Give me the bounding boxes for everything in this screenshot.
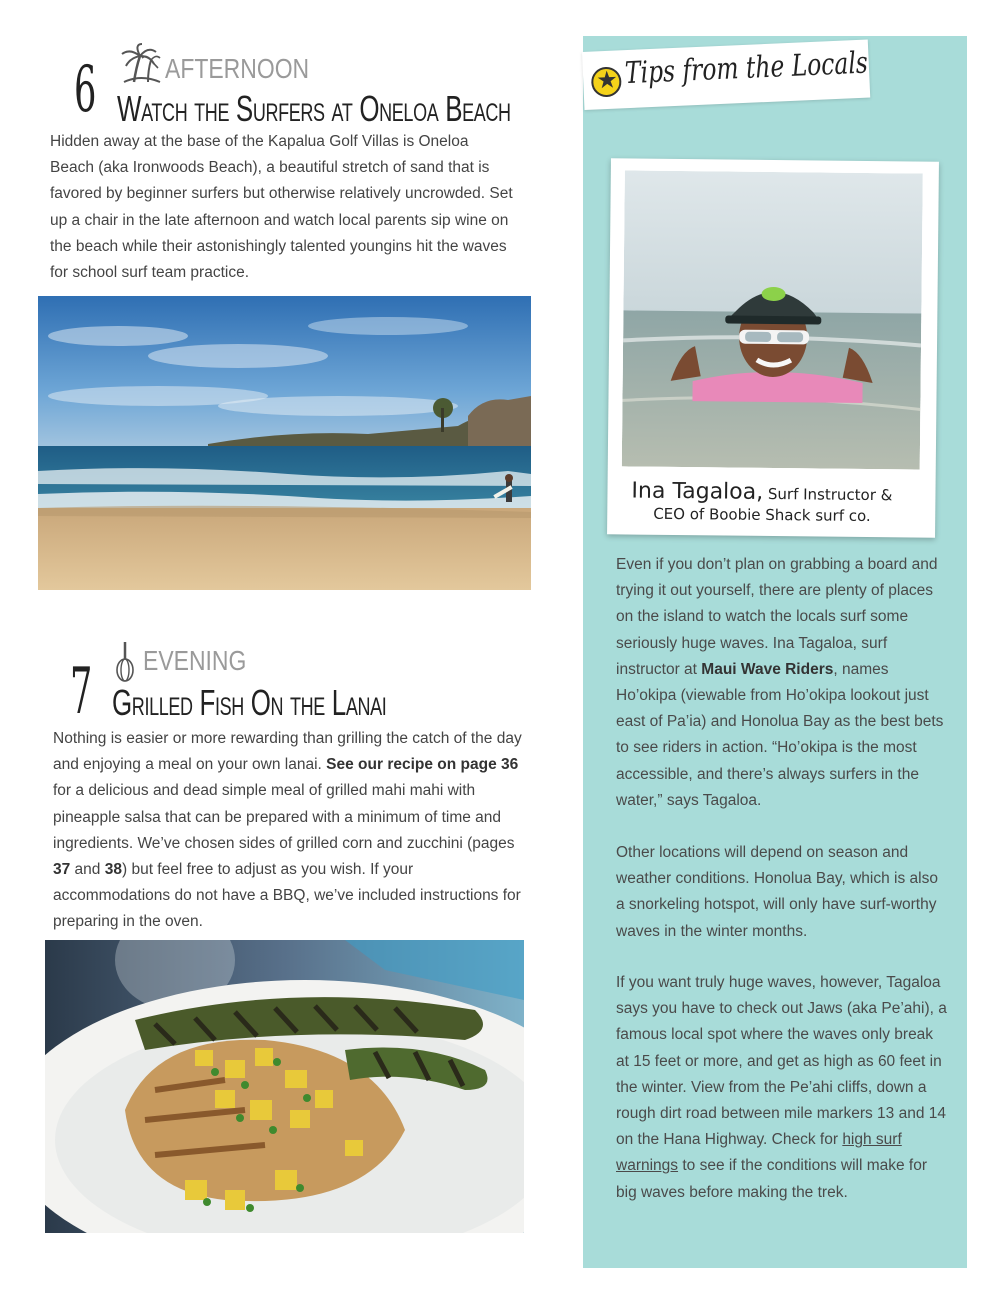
- section-7-number: 7: [70, 655, 93, 729]
- recipe-reference: See our recipe on page 36: [326, 756, 519, 774]
- caption-role: Surf Instructor &: [763, 484, 893, 505]
- section-7-body-text: and: [70, 861, 105, 879]
- section-7-title: Grilled Fish On the Lanai: [112, 682, 387, 723]
- section-6-number: 6: [74, 53, 97, 127]
- photo-caption-line-2: CEO of Boobie Shack surf co.: [653, 504, 871, 526]
- palm-tree-icon: [120, 42, 162, 84]
- sidebar-text: Even if you don’t plan on grabbing a board and trying it out yourself, there are plenty of places on the island to watch the locals surf some seriously huge waves. Ina Tagaloa, surf instructor at: [616, 556, 938, 678]
- section-6-kicker: AFTERNOON: [165, 53, 310, 84]
- local-polaroid: [607, 158, 939, 537]
- page-ref-37: 37: [53, 861, 71, 879]
- sidebar-paragraph-2: Other locations will depend on season and weather conditions. Honolua Bay, which is also a snorkeling hotspot, will only have surf-worthy waves in the winter months.: [616, 844, 938, 940]
- sidebar-text: to see if the conditions will make for big waves before making the trek.: [616, 1157, 928, 1201]
- sidebar-text: , names Ho’okipa (viewable from Ho’okipa lookout just east of Pa’ia) and Honolua Bay as the best bets to see riders in action. “Ho’okipa is the most accessible, and there’s always surfers in the water,” says Tagaloa.: [616, 660, 944, 809]
- section-7-kicker: EVENING: [143, 645, 247, 676]
- whisk-icon: [114, 640, 136, 682]
- grilled-fish-photo: [45, 940, 524, 1233]
- tips-title: Tips from the Locals: [624, 45, 869, 92]
- section-6-title: Watch the Surfers at Oneloa Beach: [117, 88, 511, 129]
- page-ref-38: 38: [104, 861, 122, 879]
- surf-instructor-photo: [622, 170, 923, 469]
- photo-caption-line-1: [631, 479, 892, 507]
- beach-photo: [38, 296, 531, 590]
- section-7-body-text: Nothing is easier or more rewarding than grilling the catch of the day and enjoying a meal on your own lanai.: [53, 730, 522, 774]
- sidebar-paragraph-1: [616, 552, 948, 814]
- high-surf-warnings-link[interactable]: high surf warnings: [616, 1131, 902, 1175]
- section-6-body: Hidden away at the base of the Kapalua Golf Villas is Oneloa Beach (aka Ironwoods Beach), a beautiful stretch of sand that is favored by beginner surfers but otherwise relatively uncrowded. Set up a chair in the late afternoon and watch local parents sip wine on the beach while their astonishingly talented youngins hit the waves for school surf team practice.: [50, 133, 513, 282]
- sidebar-text: If you want truly huge waves, however, Tagaloa says you have to check out Jaws (aka Pe’ahi), a famous local spot where the waves only break at 15 feet or more, and get as high as 60 feet in the winter. View from the Pe’ahi cliffs, down a rough dirt road between mile markers 13 and 14 on the Hana Highway. Check for: [616, 974, 947, 1149]
- sidebar-paragraph-3: [616, 970, 948, 1206]
- maui-wave-riders: Maui Wave Riders: [701, 660, 834, 678]
- star-icon: ★: [591, 66, 622, 97]
- caption-name: Ina Tagaloa,: [631, 478, 764, 505]
- section-7-body: [53, 726, 531, 936]
- section-7-body-text: for a delicious and dead simple meal of grilled mahi mahi with pineapple salsa that can be prepared with a minimum of time and ingredients. We’ve chosen sides of grilled corn and zucchini (pages: [53, 782, 515, 852]
- section-7-body-text: ) but feel free to adjust as you wish. If your accommodations do not have a BBQ, we’ve included instructions for preparing in the oven.: [53, 861, 521, 931]
